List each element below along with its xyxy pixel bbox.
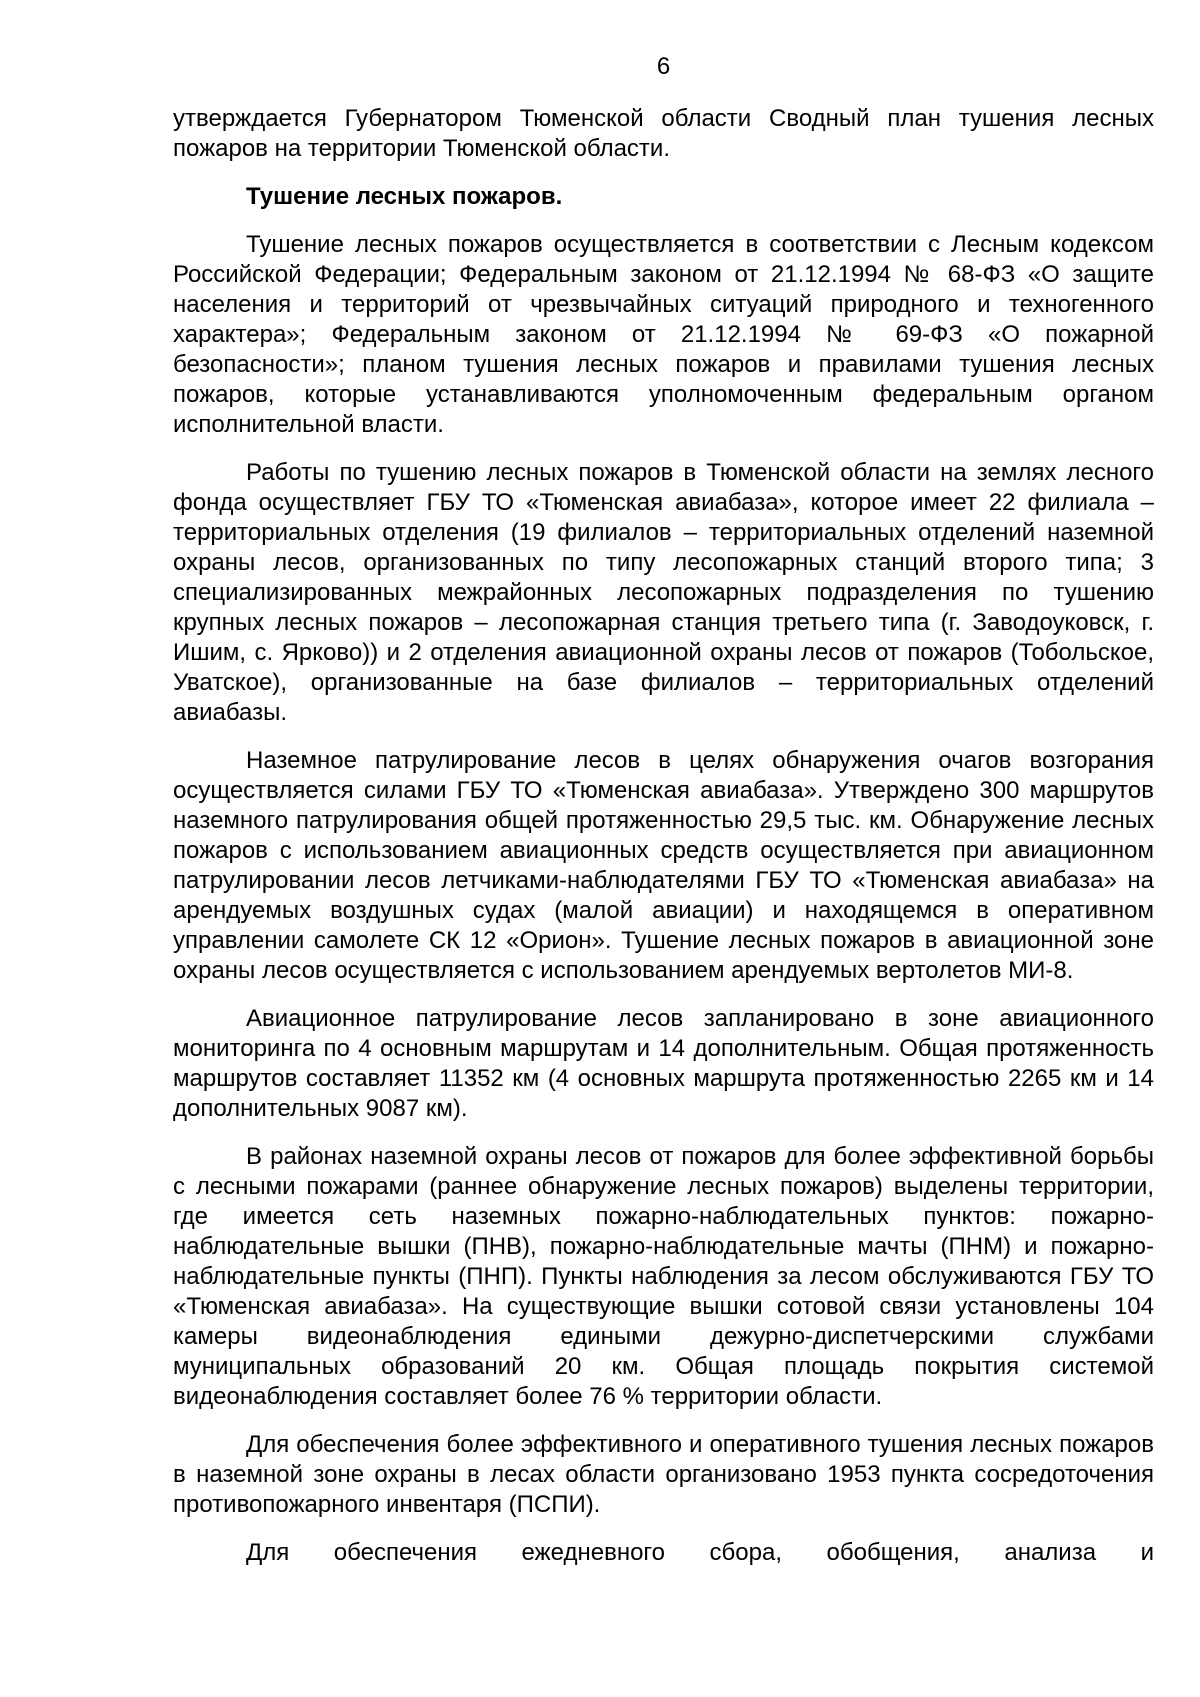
paragraph-daily-collection: Для обеспечения ежедневного сбора, обобщения, анализа и — [246, 1539, 1154, 1566]
section-heading: Тушение лесных пожаров. — [246, 183, 563, 210]
paragraph-firefighting-works: Работы по тушению лесных пожаров в Тюменской области на землях лесного фонда осуществляет ГБУ ТО «Тюменская авиабаза», которое имеет 22 филиала – территориальных отделения (19 филиалов – территориальных отделений наземной охраны лесов, организованных по типу лесопожарных станций второго типа; 3 специализированных межрайонных лесопожарных подразделения по тушению крупных лесных пожаров – лесопожарная станция третьего типа (г. Заводоуковск, г. Ишим, с. Ярково)) и 2 отделения авиационной охраны лесов от пожаров (Тобольское, Уватское), организованные на базе филиалов – территориальных отделений авиабазы. — [173, 459, 1154, 726]
paragraph-observation-points: В районах наземной охраны лесов от пожаров для более эффективной борьбы с лесными пожарами (раннее обнаружение лесных пожаров) выделены территории, где имеется сеть наземных пожарно-наблюдательных пунктов: пожарно-наблюдательные вышки (ПНВ), пожарно-наблюдательные мачты (ПНМ) и пожарно-наблюдательные пункты (ПНП). Пункты наблюдения за лесом обслуживаются ГБУ ТО «Тюменская авиабаза». На существующие вышки сотовой связи установлены 104 камеры видеонаблюдения едиными дежурно-диспетчерскими службами муниципальных образований 20 км. Общая площадь покрытия системой видеонаблюдения составляет более 76 % территории области. — [173, 1143, 1154, 1410]
page-number: 6 — [656, 53, 671, 80]
intro-paragraph: утверждается Губернатором Тюменской области Сводный план тушения лесных пожаров на территории Тюменской области. — [173, 105, 1154, 162]
paragraph-inventory-points: Для обеспечения более эффективного и оперативного тушения лесных пожаров в наземной зоне охраны в лесах области организовано 1953 пункта сосредоточения противопожарного инвентаря (ПСПИ). — [173, 1431, 1154, 1518]
paragraph-ground-patrol: Наземное патрулирование лесов в целях обнаружения очагов возгорания осуществляется силами ГБУ ТО «Тюменская авиабаза». Утверждено 300 маршрутов наземного патрулирования общей протяженностью 29,5 тыс. км. Обнаружение лесных пожаров с использованием авиационных средств осуществляется при авиационном патрулировании лесов летчиками-наблюдателями ГБУ ТО «Тюменская авиабаза» на арендуемых воздушных судах (малой авиации) и находящемся в оперативном управлении самолете СК 12 «Орион». Тушение лесных пожаров в авиационной зоне охраны лесов осуществляется с использованием арендуемых вертолетов МИ-8. — [173, 747, 1154, 984]
paragraph-legal-basis: Тушение лесных пожаров осуществляется в соответствии с Лесным кодексом Российской Федерации; Федеральным законом от 21.12.1994 № 68-ФЗ «О защите населения и территорий от чрезвычайных ситуаций природного и техногенного характера»; Федеральным законом от 21.12.1994 № 69-ФЗ «О пожарной безопасности»; планом тушения лесных пожаров и правилами тушения лесных пожаров, которые устанавливаются уполномоченным федеральным органом исполнительной власти. — [173, 231, 1154, 438]
paragraph-aviation-patrol: Авиационное патрулирование лесов запланировано в зоне авиационного мониторинга по 4 основным маршрутам и 14 дополнительным. Общая протяженность маршрутов составляет 11352 км (4 основных маршрута протяженностью 2265 км и 14 дополнительных 9087 км). — [173, 1005, 1154, 1122]
